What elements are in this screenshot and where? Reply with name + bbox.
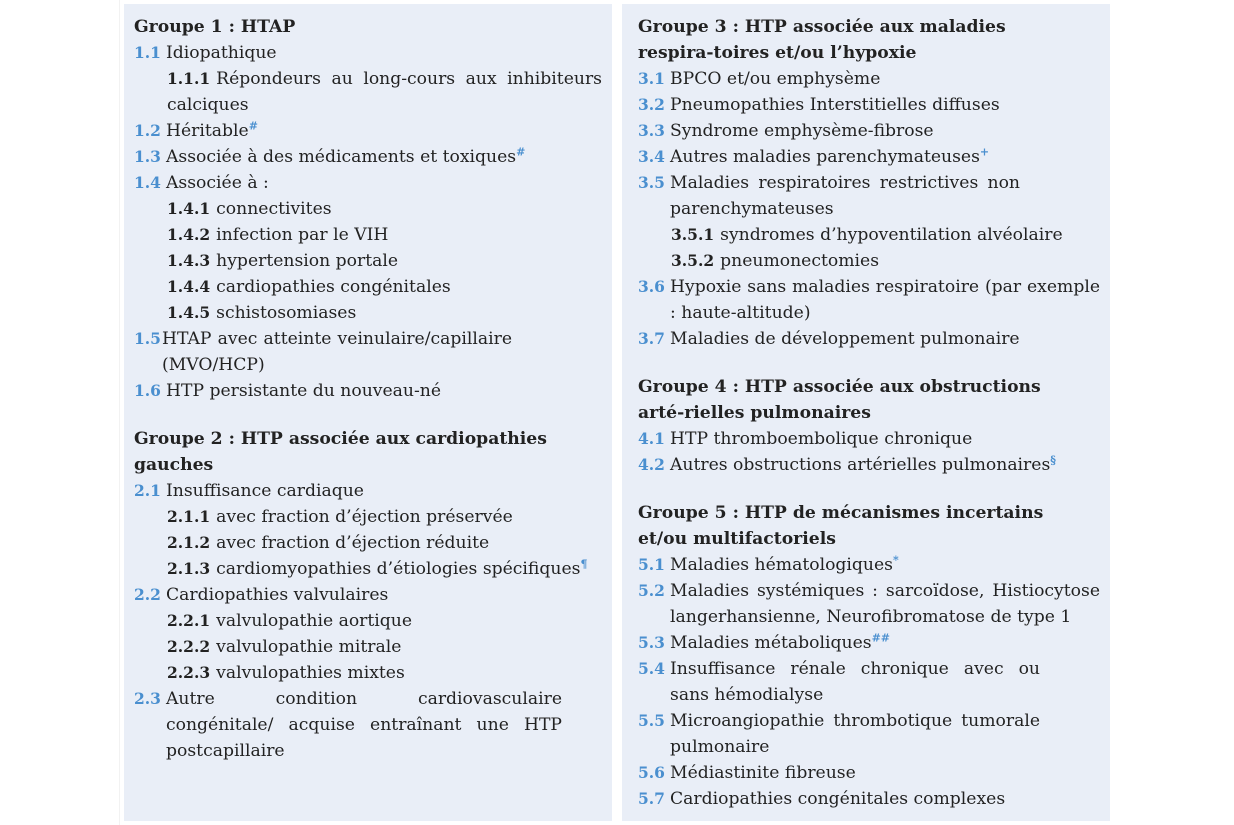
item-text: Microangiopathie thrombotique tumorale pulmonaire [670,711,1040,757]
item-text: Autres obstructions artérielles pulmonaires [670,455,1051,475]
footnote-mark: ## [871,631,891,645]
group-3 [638,14,1100,352]
list-item [134,66,602,118]
item-number: 1.1 [134,43,161,62]
list-item [638,708,1100,760]
list-item [638,452,1100,478]
footnote-mark: # [516,145,526,159]
item-text: Cardiopathies valvulaires [166,585,389,605]
list-item [134,660,602,686]
footnote-mark: * [893,553,899,567]
item-text: Autre condition cardiovasculaire congénitale/ acquise entraînant une HTP postcapillaire [166,689,562,761]
item-number: 2.1.3 [167,559,211,578]
list-item [638,760,1100,786]
footnote-mark: § [1050,453,1057,467]
item-text: valvulopathies mixtes [216,663,405,683]
item-number: 2.2.3 [167,663,211,682]
right-column [622,4,1110,821]
item-text: HTP thromboembolique chronique [670,429,973,449]
list-item [638,248,1100,274]
item-number: 3.3 [638,121,665,140]
list-item [638,552,1100,578]
item-text: infection par le VIH [216,225,389,245]
item-number: 5.6 [638,763,665,782]
item-number: 2.3 [134,689,161,708]
item-text: hypertension portale [216,251,399,271]
item-number: 2.1 [134,481,161,500]
item-number: 3.6 [638,277,665,296]
item-number: 1.2 [134,121,161,140]
item-number: 1.1.1 [167,69,211,88]
footnote-mark: # [248,119,258,133]
item-text: Maladies systémiques : sarcoïdose, Histiocytose langerhansienne, Neurofibromatose de type 1 [670,581,1100,627]
footnote-mark: ¶ [580,557,588,571]
list-item [638,578,1100,630]
list-item [638,66,1100,92]
item-text: HTP persistante du nouveau-né [166,381,442,401]
group-5-title: Groupe 5 : HTP de mécanismes incertains et/ou multifactoriels [638,503,1044,549]
item-number: 3.7 [638,329,665,348]
item-text: Médiastinite fibreuse [670,763,856,783]
item-text: Héritable [166,121,249,141]
item-text: Syndrome emphysème-fibrose [670,121,934,141]
item-text: HTAP avec atteinte veinulaire/capillaire (MVO/HCP) [162,329,512,375]
item-text: Hypoxie sans maladies respiratoire (par exemple : haute-altitude) [670,277,1100,323]
item-text: Autres maladies parenchymateuses [670,147,980,167]
item-number: 3.2 [638,95,665,114]
item-number: 1.4.1 [167,199,211,218]
list-item [638,170,1100,222]
list-item [638,92,1100,118]
item-number: 2.2.1 [167,611,211,630]
list-item [134,530,602,556]
footnote-mark: + [979,145,990,159]
item-number: 1.4.4 [167,277,211,296]
list-item [134,504,602,530]
item-number: 1.4.2 [167,225,211,244]
list-item [638,426,1100,452]
item-number: 3.5.2 [671,251,715,270]
list-item [134,40,602,66]
item-text: Insuffisance cardiaque [166,481,364,501]
group-4-title: Groupe 4 : HTP associée aux obstructions arté-rielles pulmonaires [638,377,1041,423]
item-number: 2.2 [134,585,161,604]
item-number: 2.2.2 [167,637,211,656]
item-number: 3.4 [638,147,665,166]
list-item [134,300,602,326]
item-text: avec fraction d’éjection réduite [216,533,490,553]
list-item [134,248,602,274]
item-text: Maladies métaboliques [670,633,872,653]
item-text: Maladies hématologiques [670,555,893,575]
list-item [638,326,1100,352]
item-text: Pneumopathies Interstitielles diffuses [670,95,1000,115]
item-number: 1.3 [134,147,161,166]
group-1 [134,14,602,404]
item-number: 5.4 [638,659,665,678]
list-item [134,196,602,222]
list-item [134,582,602,608]
list-item [638,630,1100,656]
group-2-title: Groupe 2 : HTP associée aux cardiopathies gauches [134,429,547,475]
item-text: Maladies respiratoires restrictives non parenchymateuses [670,173,1020,219]
list-item [134,608,602,634]
item-number: 5.2 [638,581,665,600]
item-number: 5.3 [638,633,665,652]
list-item [134,326,602,378]
item-text: syndromes d’hypoventilation alvéolaire [720,225,1063,245]
item-text: Associée à : [166,173,269,193]
item-number: 1.5 [134,329,161,348]
list-item [134,378,602,404]
list-item [134,222,602,248]
group-2 [134,426,602,764]
item-number: 1.4 [134,173,161,192]
group-1-title: Groupe 1 : HTAP [134,17,296,37]
item-number: 2.1.1 [167,507,211,526]
item-text: connectivites [216,199,332,219]
item-text: Idiopathique [166,43,277,63]
group-5 [638,500,1100,812]
item-number: 3.5.1 [671,225,715,244]
list-item [638,656,1100,708]
list-item [638,786,1100,812]
item-text: Cardiopathies congénitales complexes [670,789,1006,809]
item-text: cardiomyopathies d’étiologies spécifiques [216,559,581,579]
list-item [638,144,1100,170]
list-item [134,144,602,170]
item-text: Insuffisance rénale chronique avec ou sans hémodialyse [670,659,1040,705]
list-item [134,478,602,504]
item-text: Maladies de développement pulmonaire [670,329,1020,349]
left-column [124,4,612,821]
item-number: 1.4.3 [167,251,211,270]
list-item [134,274,602,300]
item-number: 2.1.2 [167,533,211,552]
item-text: schistosomiases [216,303,357,323]
item-number: 5.5 [638,711,665,730]
item-number: 4.2 [638,455,665,474]
item-number: 4.1 [638,429,665,448]
item-number: 1.4.5 [167,303,211,322]
list-item [134,634,602,660]
list-item [638,274,1100,326]
item-number: 1.6 [134,381,161,400]
item-number: 3.5 [638,173,665,192]
list-item [134,118,602,144]
item-text: valvulopathie mitrale [216,637,402,657]
list-item [638,118,1100,144]
item-text: pneumonectomies [720,251,880,271]
list-item [134,170,602,196]
item-number: 3.1 [638,69,665,88]
item-text: valvulopathie aortique [216,611,413,631]
item-number: 5.7 [638,789,665,808]
list-item [134,686,602,764]
item-text: Associée à des médicaments et toxiques [166,147,517,167]
item-text: BPCO et/ou emphysème [670,69,881,89]
group-3-title: Groupe 3 : HTP associée aux maladies respira-toires et/ou l’hypoxie [638,17,1006,63]
item-text: cardiopathies congénitales [216,277,451,297]
item-text: Répondeurs au long-cours aux inhibiteurs calciques [167,69,602,115]
list-item [134,556,602,582]
group-4 [638,374,1100,478]
list-item [638,222,1100,248]
item-text: avec fraction d’éjection préservée [216,507,513,527]
item-number: 5.1 [638,555,665,574]
